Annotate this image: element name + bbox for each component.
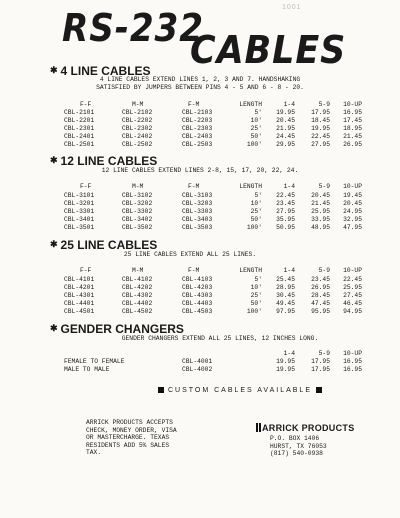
table-row: CBL-2201 CBL-2202 CBL-2203 10' 20.45 18.45 17.45 — [64, 117, 362, 124]
table-row: CBL-4501 CBL-4502 CBL-4503 100' 97.95 95.95 94.95 — [64, 308, 362, 315]
table-row: CBL-2501 CBL-2502 CBL-2503 100' 29.95 27.95 26.95 — [64, 141, 362, 148]
title-cables: CABLES — [190, 28, 347, 72]
table-row: CBL-2401 CBL-2402 CBL-2403 50' 24.45 22.45 21.45 — [64, 133, 362, 140]
table-row: CBL-4301 CBL-4302 CBL-4303 25' 30.45 28.45 27.45 — [64, 292, 362, 299]
section-description: 25 LINE CABLES EXTEND ALL 25 LINES. — [123, 251, 257, 258]
table-header: 1-4 5-9 10-UP — [283, 350, 362, 357]
company-address: P.O. BOX 1406 HURST, TX 76053 (817) 540-0938 — [270, 435, 327, 458]
table-row: CBL-4401 CBL-4402 CBL-4403 50' 49.45 47.45 46.45 — [64, 300, 362, 307]
table-header: F-F M-M F-M LENGTH 1-4 5-9 10-UP — [80, 183, 362, 190]
table-row: CBL-3101 CBL-3102 CBL-3103 5' 22.45 20.45 19.45 — [64, 192, 362, 199]
table-row: FEMALE TO FEMALE CBL-4001 19.95 17.95 16.95 — [64, 358, 362, 365]
table-row: CBL-3501 CBL-3502 CBL-3503 100' 50.95 48.95 47.95 — [64, 224, 362, 231]
section-description: 4 LINE CABLES EXTEND LINES 1, 2, 3 AND 7. HANDSHAKING SATISFIED BY JUMPERS BETWEEN PINS 4 - 5 AND 6 - 8 - 20. — [96, 76, 304, 91]
company-block — [256, 416, 355, 458]
section-heading-25-line: ✱ 25 LINE CABLES — [50, 238, 158, 252]
table-header: F-F M-M F-M LENGTH 1-4 5-9 10-UP — [80, 101, 362, 108]
square-bullet-icon — [158, 387, 164, 393]
custom-cables-banner: CUSTOM CABLES AVAILABLE — [158, 387, 322, 394]
table-row: CBL-4201 CBL-4202 CBL-4203 10' 28.95 26.95 25.95 — [64, 284, 362, 291]
logo-bar-icon — [259, 423, 261, 432]
payment-note: ARRICK PRODUCTS ACCEPTS CHECK, MONEY ORDER, VISA OR MASTERCHARGE. TEXAS RESIDENTS ADD 5% SALES TAX. — [86, 419, 177, 457]
table-row: CBL-4101 CBL-4102 CBL-4103 5' 25.45 23.45 22.45 — [64, 276, 362, 283]
section-heading-12-line: ✱ 12 LINE CABLES — [50, 154, 158, 168]
square-bullet-icon — [316, 387, 322, 393]
section-description: GENDER CHANGERS EXTEND ALL 25 LINES, 12 INCHES LONG. — [121, 335, 319, 342]
table-row: CBL-3401 CBL-3402 CBL-3403 50' 35.95 33.95 32.95 — [64, 216, 362, 223]
section-heading-4-line: ✱ 4 LINE CABLES — [50, 64, 151, 78]
table-row: CBL-2101 CBL-2102 CBL-2103 5' 19.95 17.95 16.95 — [64, 109, 362, 116]
table-header: F-F M-M F-M LENGTH 1-4 5-9 10-UP — [80, 267, 362, 274]
company-name: ARRICK PRODUCTS — [262, 423, 355, 433]
section-heading-gender-changers: ✱ GENDER CHANGERS — [50, 322, 184, 336]
logo-bar-icon — [256, 423, 258, 432]
stamp-number: 1001 — [282, 4, 302, 11]
table-row: CBL-2301 CBL-2302 CBL-2303 25' 21.95 19.95 18.95 — [64, 125, 362, 132]
table-row: CBL-3201 CBL-3202 CBL-3203 10' 23.45 21.45 20.45 — [64, 200, 362, 207]
table-row: CBL-3301 CBL-3302 CBL-3303 25' 27.95 25.95 24.95 — [64, 208, 362, 215]
section-description: 12 LINE CABLES EXTEND LINES 2-8, 15, 17, 20, 22, 24. — [101, 167, 299, 174]
table-row: MALE TO MALE CBL-4002 19.95 17.95 16.95 — [64, 366, 362, 373]
title-rs232: RS-232 — [62, 6, 204, 50]
company-logo — [256, 416, 355, 435]
